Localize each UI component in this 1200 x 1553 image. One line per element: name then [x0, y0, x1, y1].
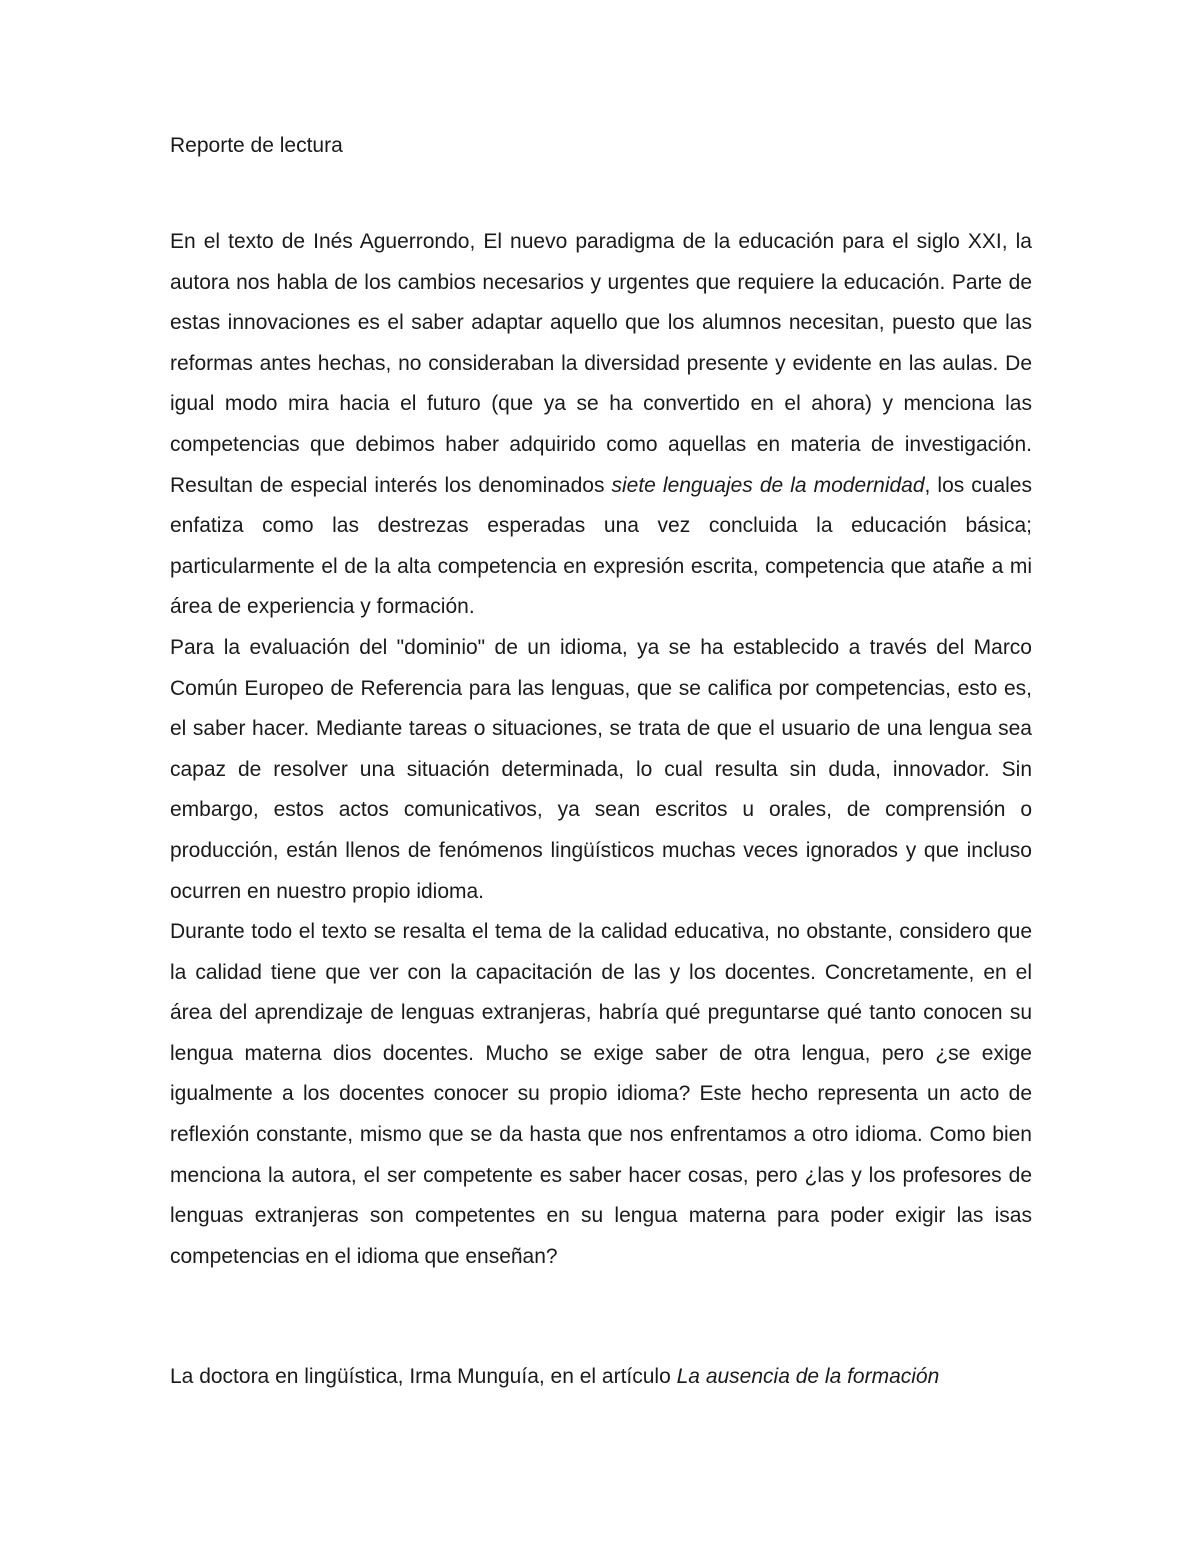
- document-title: Reporte de lectura: [170, 134, 343, 157]
- paragraph-spacer: [170, 1277, 1032, 1357]
- paragraph-4: [170, 1357, 1032, 1398]
- paragraph-2: Para la evaluación del "dominio" de un idioma, ya se ha establecido a través del Marco Común Europeo de Referencia para las lenguas, que se califica por competencias, esto es, el saber hacer. Mediante tareas o situaciones, se trata de que el usuario de una lengua sea capaz de resolver una situación determinada, lo cual resulta sin duda, innovador. Sin embargo, estos actos comunicativos, ya sean escritos u orales, de comprensión o producción, están llenos de fenómenos lingüísticos muchas veces ignorados y que incluso ocurren en nuestro propio idioma.: [170, 635, 1032, 903]
- paragraph-3: Durante todo el texto se resalta el tema de la calidad educativa, no obstante, considero que la calidad tiene que ver con la capacitación de las y los docentes. Concretamente, en el área del aprendizaje de lenguas extranjeras, habría qué preguntarse qué tanto conocen su lengua materna dios docentes. Mucho se exige saber de otra lengua, pero ¿se exige igualmente a los docentes conocer su propio idioma? Este hecho representa un acto de reflexión constante, mismo que se da hasta que nos enfrentamos a otro idioma. Como bien menciona la autora, el ser competente es saber hacer cosas, pero ¿las y los profesores de lenguas extranjeras son competentes en su lengua materna para poder exigir las isas competencias en el idioma que enseñan?: [170, 920, 1032, 1268]
- document-body: [170, 126, 1032, 1398]
- paragraph-1: [170, 222, 1032, 628]
- paragraph-1-italic-phrase: siete lenguajes de la modernidad: [611, 473, 925, 497]
- paragraph-1-text-a: En el texto de Inés Aguerrondo, El nuevo paradigma de la educación para el siglo XXI, la autora nos habla de los cambios necesarios y urgentes que requiere la educación. Parte de estas innovaciones es el saber adaptar aquello que los alumnos necesitan, puesto que las reformas antes hechas, no consideraban la diversidad presente y evidente en las aulas. De igual modo mira hacia el futuro (que ya se ha convertido en el ahora) y menciona las competencias que debimos haber adquirido como aquellas en materia de investigación. Resultan de especial interés los denominados: [170, 230, 1032, 497]
- paragraph-4-italic-title: La ausencia de la formación: [676, 1365, 940, 1389]
- paragraph-4-text-a: La doctora en lingüística, Irma Munguía, en el artículo: [170, 1365, 677, 1389]
- paragraph-1-text-b: , los cuales enfatiza como las destrezas esperadas una vez concluida la educación básica; particularmente el de la alta competencia en expresión escrita, competencia que atañe a mi área de experiencia y formación.: [170, 473, 1032, 619]
